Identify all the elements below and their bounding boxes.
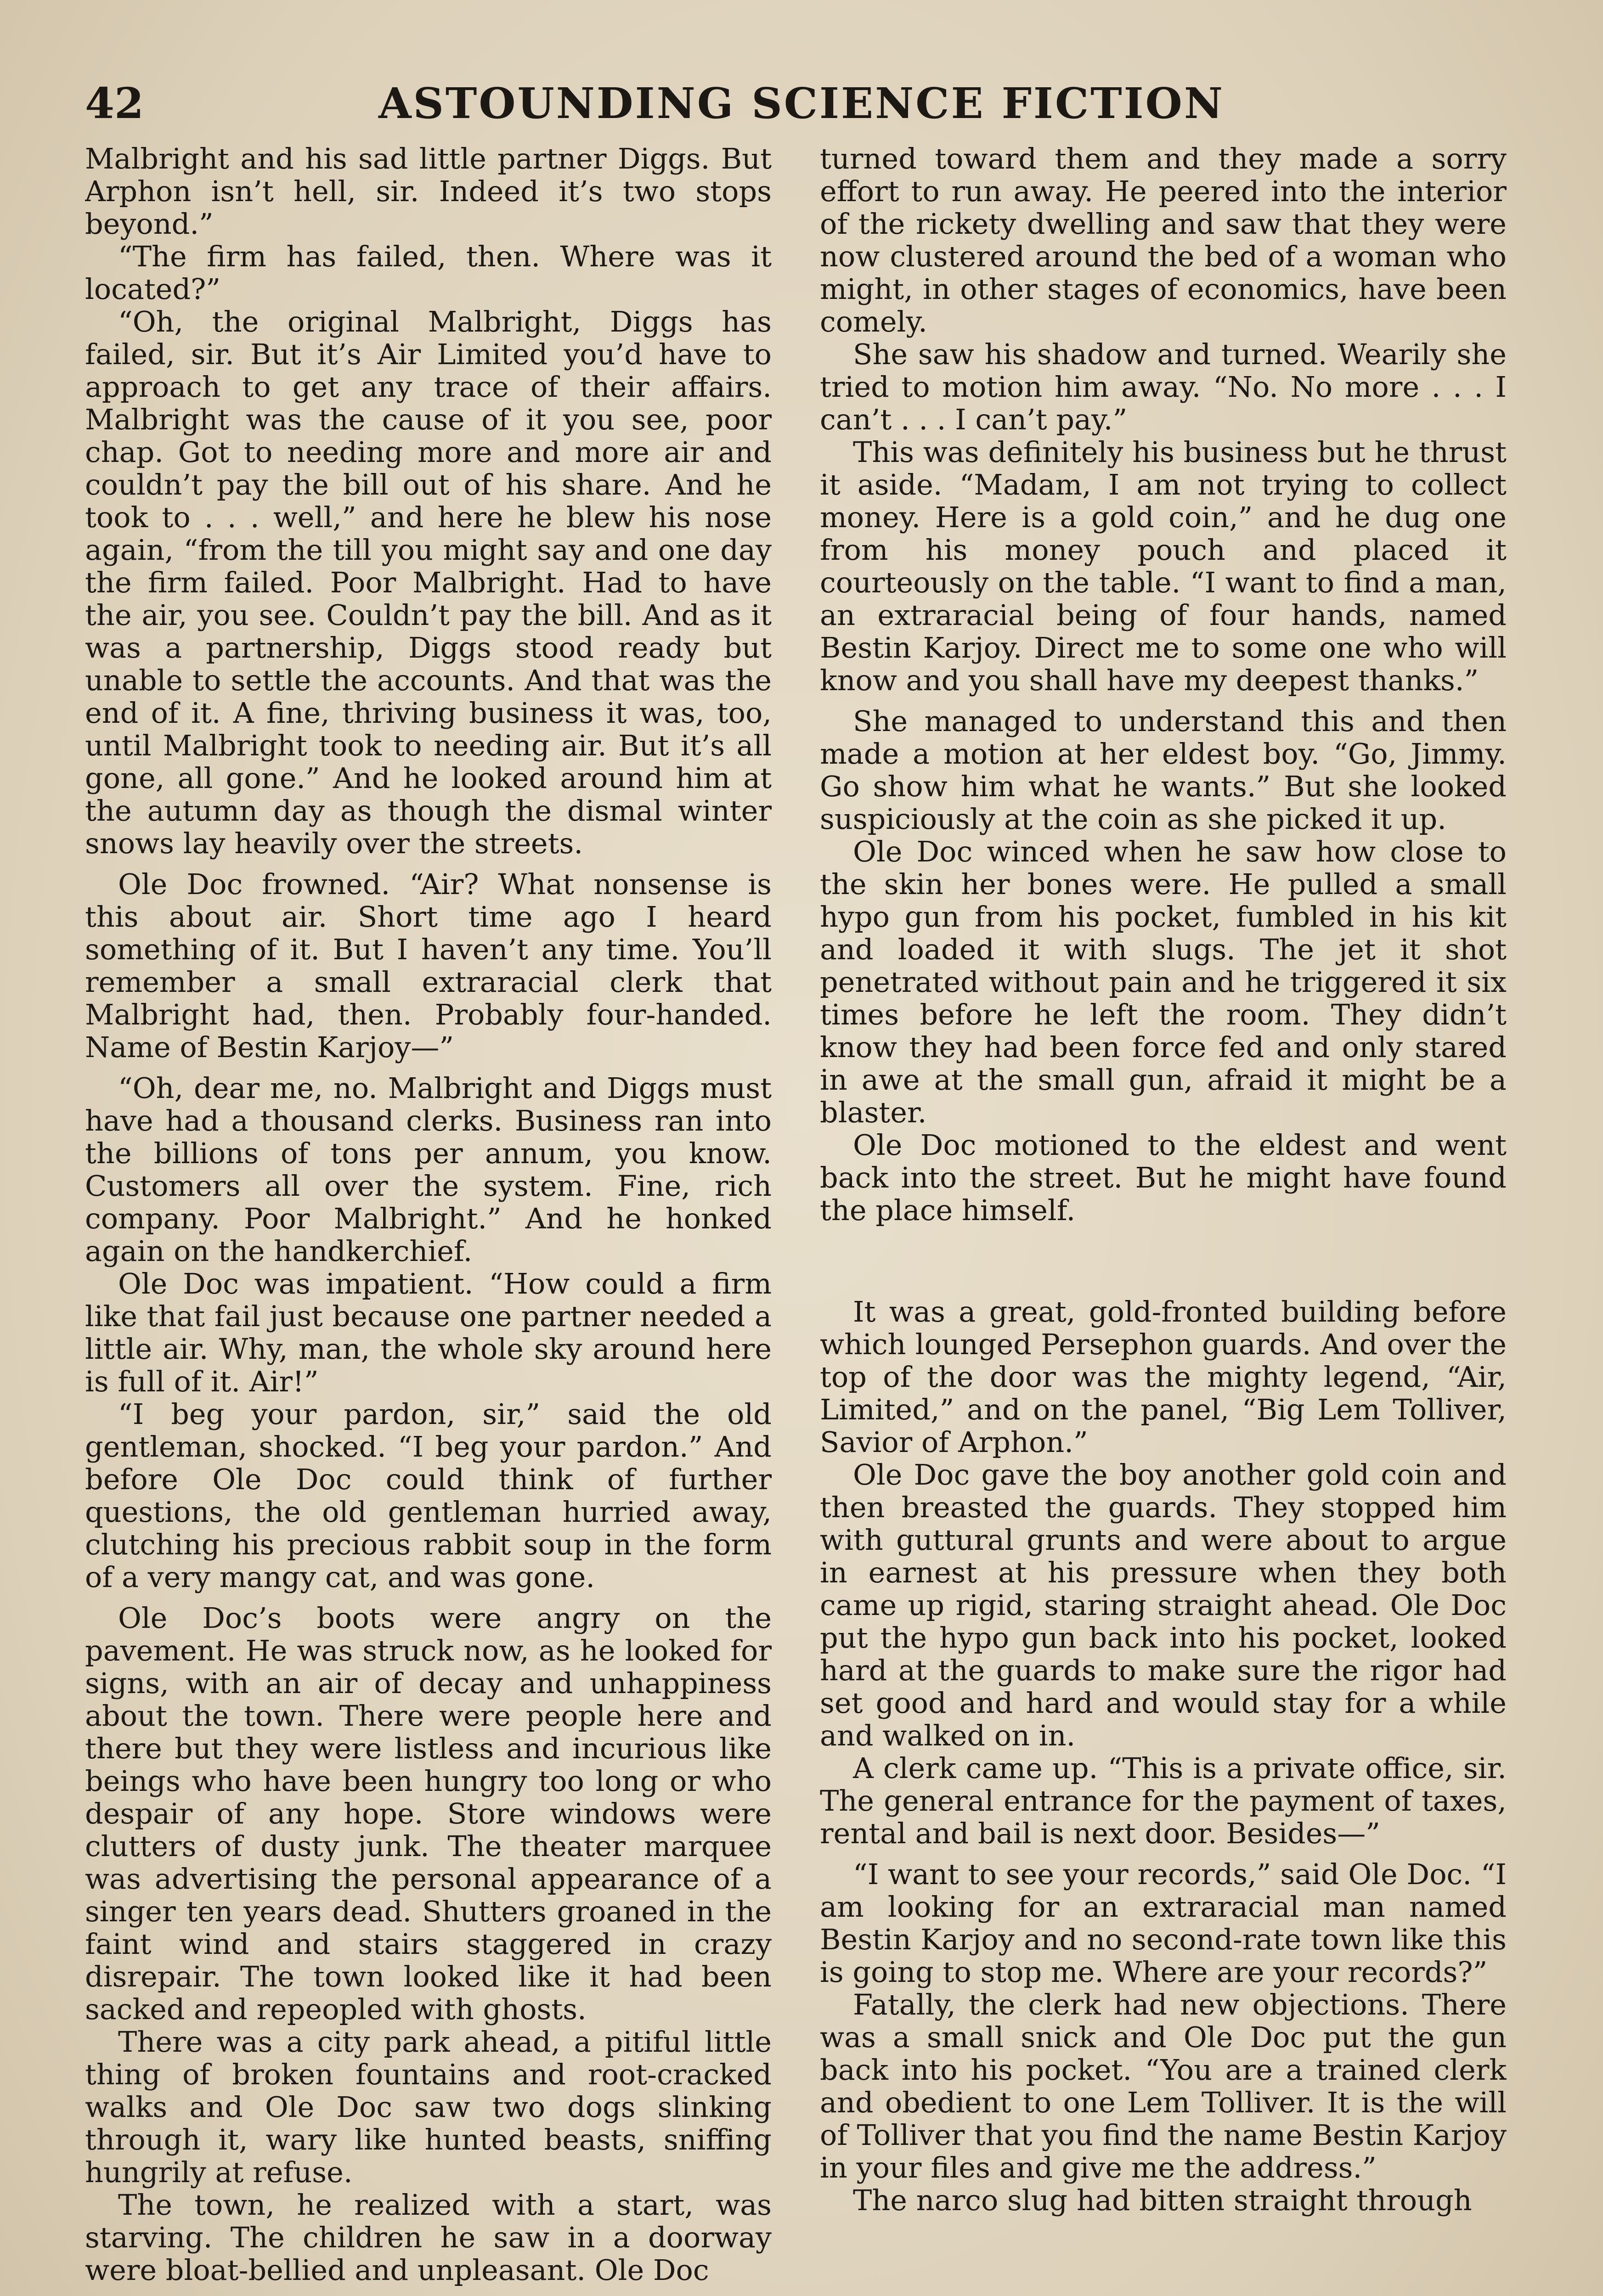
paragraph: The narco slug had bitten straight through — [853, 2183, 1472, 2217]
right-column — [820, 142, 1507, 2296]
paragraph-section-start: It was a great, gold-fronted building before which lounged Persephon guards. And over the top of the door was the mighty legend, “Air, Limited,” and on the panel, “Big Lem Tolliver, Savior of Arphon.” — [820, 1295, 1507, 1459]
paragraph: She saw his shadow and turned. Wearily she tried to motion him away. “No. No more . . . I can’t . . . I can’t pay.” — [820, 338, 1507, 436]
paragraph: Malbright and his sad little partner Diggs. But Arphon isn’t hell, sir. Indeed it’s two stops beyond.” — [85, 142, 772, 241]
paragraph: A clerk came up. “This is a private office, sir. The general entrance for the payment of taxes, rental and bail is next door. Besides—” — [820, 1751, 1507, 1850]
paragraph: Ole Doc gave the boy another gold coin and then breasted the guards. They stopped him with guttural grunts and were about to argue in earnest at his pressure when they both came up rigid, staring straight ahead. Ole Doc put the hypo gun back into his pocket, looked hard at the guards to make sure the rigor had set good and hard and would stay for a while and walked on in. — [820, 1458, 1507, 1752]
paragraph: Fatally, the clerk had new objections. There was a small snick and Ole Doc put the gun back into his pocket. “You are a trained clerk and obedient to one Lem Tolliver. It is the will of Tolliver that you find the name Bestin Karjoy in your files and give me the address.” — [820, 1988, 1507, 2184]
paragraph: There was a city park ahead, a pitiful little thing of broken fountains and root-cracked walks and Ole Doc saw two dogs slinking through it, wary like hunted beasts, sniffing hungrily at refuse. — [85, 2025, 772, 2189]
paragraph: “The firm has failed, then. Where was it located?” — [85, 240, 772, 306]
left-column — [85, 142, 772, 2296]
paragraph: Ole Doc’s boots were angry on the pavement. He was struck now, as he looked for signs, with an air of decay and unhappiness about the town. There were people here and there but they were listless and incurious like beings who have been hungry too long or who despair of any hope. Store windows were clutters of dusty junk. The theater marquee was advertising the personal appearance of a singer ten years dead. Shutters groaned in the faint wind and stairs staggered in crazy disrepair. The town looked like it had been sacked and repeopled with ghosts. — [85, 1601, 772, 2026]
paragraph: Ole Doc was impatient. “How could a firm like that fail just because one partner needed a little air. Why, man, the whole sky around here is full of it. Air!” — [85, 1267, 772, 1398]
page-number: 42 — [85, 79, 144, 128]
paragraph: Ole Doc winced when he saw how close to the skin her bones were. He pulled a small hypo gun from his pocket, fumbled in his kit and loaded it with slugs. The jet it shot penetrated without pain and he triggered it six times before he left the room. They didn’t know they had been force fed and only stared in awe at the small gun, afraid it might be a blaster. — [820, 835, 1507, 1129]
paragraph: turned toward them and they made a sorry effort to run away. He peered into the interior of the rickety dwelling and saw that they were now clustered around the bed of a woman who might, in other stages of economics, have been comely. — [820, 142, 1507, 338]
paragraph: The town, he realized with a start, was starving. The children he saw in a doorway were bloat-bellied and unpleasant. Ole Doc — [85, 2188, 772, 2287]
paragraph: “I beg your pardon, sir,” said the old gentleman, shocked. “I beg your pardon.” And before Ole Doc could think of further questions, the old gentleman hurried away, clutching his precious rabbit soup in the form of a very mangy cat, and was gone. — [85, 1397, 772, 1594]
paragraph: Ole Doc motioned to the eldest and went back into the street. But he might have found the place himself. — [820, 1128, 1507, 1227]
paragraph: She managed to understand this and then made a motion at her eldest boy. “Go, Jimmy. Go show him what he wants.” But she looked suspiciously at the coin as she picked it up. — [820, 704, 1507, 836]
paragraph: “Oh, dear me, no. Malbright and Diggs must have had a thousand clerks. Business ran into the billions of tons per annum, you know. Customers all over the system. Fine, rich company. Poor Malbright.” And he honked again on the handkerchief. — [85, 1071, 772, 1268]
page-header — [85, 73, 1518, 133]
paragraph: “Oh, the original Malbright, Diggs has failed, sir. But it’s Air Limited you’d have to approach to get any trace of their affairs. Malbright was the cause of it you see, poor chap. Got to needing more and more air and couldn’t pay the bill out of his share. And he took to . . . well,” and here he blew his nose again, “from the till you might say and one day the firm failed. Poor Malbright. Had to have the air, you see. Couldn’t pay the bill. And as it was a partnership, Diggs stood ready but unable to settle the accounts. And that was the end of it. A fine, thriving business it was, too, until Malbright took to needing air. But it’s all gone, all gone.” And he looked around him at the autumn day as though the dismal winter snows lay heavily over the streets. — [85, 305, 772, 860]
running-head: ASTOUNDING SCIENCE FICTION — [378, 79, 1225, 128]
paragraph: This was definitely his business but he thrust it aside. “Madam, I am not trying to collect money. Here is a gold coin,” and he dug one from his money pouch and placed it courteously on the table. “I want to find a man, an extraracial being of four hands, named Bestin Karjoy. Direct me to some one who will know and you shall have my deepest thanks.” — [820, 435, 1507, 697]
paragraph: Ole Doc frowned. “Air? What nonsense is this about air. Short time ago I heard something of it. But I haven’t any time. You’ll remember a small extraracial clerk that Malbright had, then. Probably four-handed. Name of Bestin Karjoy—” — [85, 867, 772, 1064]
paragraph: “I want to see your records,” said Ole Doc. “I am looking for an extraracial man named Bestin Karjoy and no second-rate town like this is going to stop me. Where are your records?” — [820, 1857, 1507, 1989]
